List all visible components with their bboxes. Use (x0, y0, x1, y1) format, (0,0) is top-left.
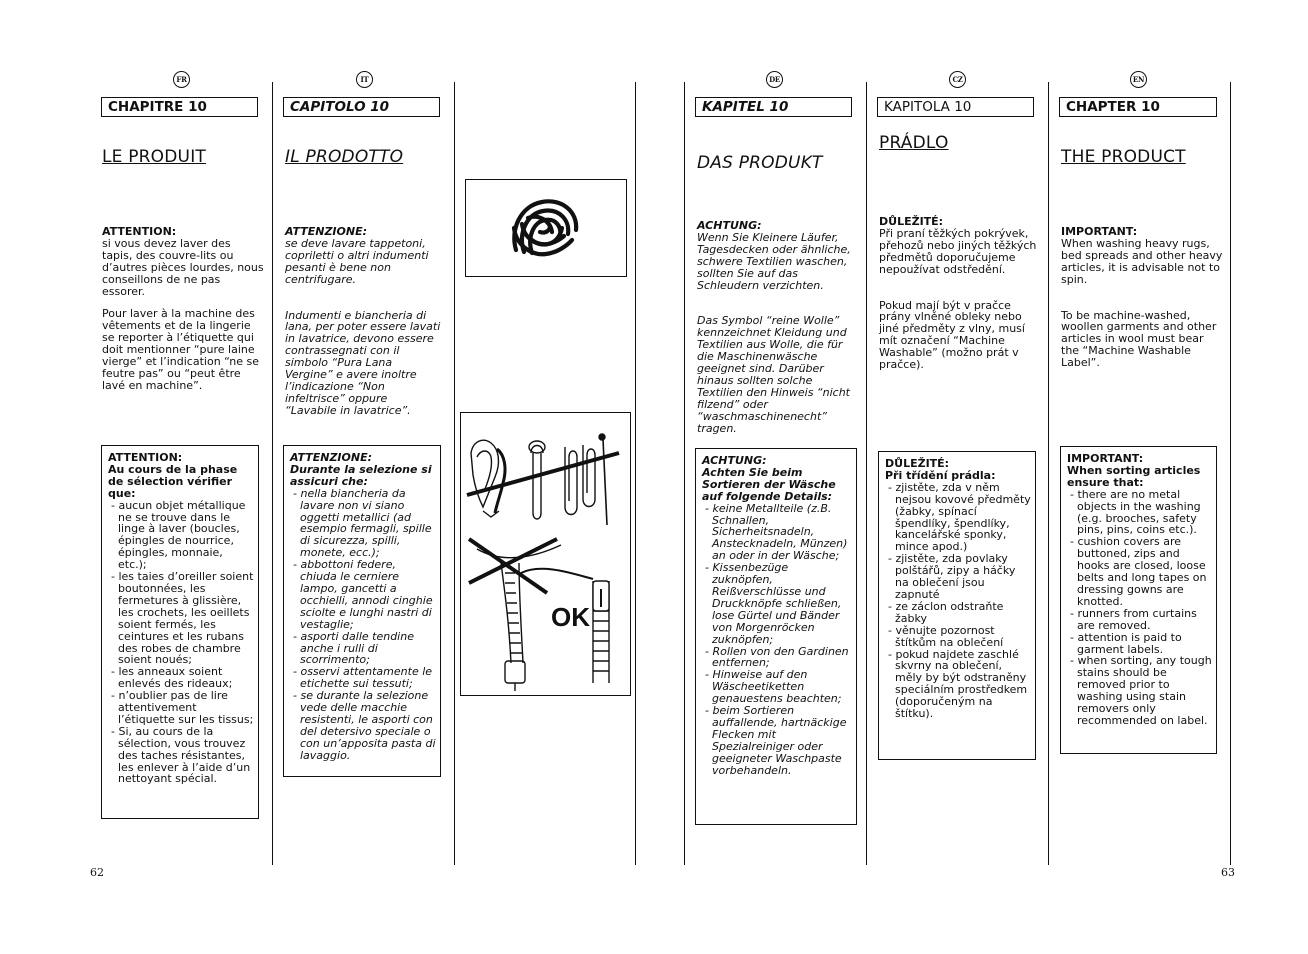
column-rule (635, 82, 636, 865)
attention-label-en: IMPORTANT: (1061, 225, 1138, 238)
notice-title-fr: ATTENTION: (108, 451, 183, 464)
language-badge-cz: CZ (949, 71, 966, 88)
list-item: - n’oublier pas de lire attentivement l’étiquette sur les tissus; (108, 690, 254, 726)
attention-label-fr: ATTENTION: (102, 225, 177, 238)
ok-label: OK (551, 602, 590, 632)
list-item: - les anneaux soient enlevés des rideaux; (108, 666, 254, 690)
column-rule (1048, 82, 1049, 865)
intro-text-cz (879, 216, 1041, 371)
chapter-heading-cz: KAPITOLA 10 (877, 97, 1034, 117)
notice-list-cz (885, 482, 1031, 720)
section-title-it: IL PRODOTTO (285, 147, 404, 167)
notice-subtitle-fr: Au cours de la phase de sélection vérifier que: (108, 462, 238, 500)
list-item: - nella biancheria da lavare non vi siano oggetti metallici (ad esempio fermagli, spille di sicurezza, spilli, monete, ecc.); (290, 488, 436, 559)
cross-out-mark (469, 539, 557, 583)
intro-text-de (697, 220, 859, 435)
notice-box-it (283, 445, 441, 777)
attention-text-fr: si vous devez laver des tapis, des couvre-lits ou d’autres pièces lourdes, nous conseillons de ne pas essorer. (102, 236, 264, 298)
section-title-fr: LE PRODUIT (102, 147, 206, 167)
wool-text-cz: Pokud mají být v pračce prány vlněné obleky nebo jiné předměty z vlny, musí mít označení “Machine Washable” (možno prát v pračce). (879, 298, 1025, 372)
list-item: - cushion covers are buttoned, zips and hooks are closed, loose belts and long tapes on dressing gowns are knotted. (1067, 536, 1212, 607)
list-item: - there are no metal objects in the washing (e.g. brooches, safety pins, pins, coins etc.). (1067, 489, 1212, 537)
wool-text-de: Das Symbol “reine Wolle” kennzeichnet Kleidung und Textilien aus Wolle, die für die Maschinenwäsche geeignet sind. Darüber hinaus sollten solche Textilien den Hinweis “nicht filzend” oder “waschmaschinenecht” tragen. (697, 314, 850, 435)
attention-label-it: ATTENZIONE: (285, 225, 367, 238)
section-title-en: THE PRODUCT (1061, 147, 1186, 167)
wool-mark-icon (466, 180, 626, 276)
list-item: - zjistěte, zda povlaky polštářů, zipy a háčky na oblečení jsou zapnuté (885, 553, 1031, 601)
notice-list-it (290, 488, 436, 762)
notice-list-fr (108, 500, 254, 786)
cross-out-mark (469, 539, 547, 593)
intro-text-it (285, 226, 441, 417)
list-item: - Hinweise auf den Wäscheetiketten genauestens beachten; (702, 669, 852, 705)
attention-label-cz: DŮLEŽITÉ: (879, 215, 944, 228)
column-rule (272, 82, 273, 865)
list-item: - Kissenbezüge zuknöpfen, Reißverschlüsse und Druckknöpfe schließen, lose Gürtel und Bänder von Morgenröcken zuknöpfen; (702, 562, 852, 645)
list-item: - runners from curtains are removed. (1067, 608, 1212, 632)
list-item: - attention is paid to garment labels. (1067, 632, 1212, 656)
list-item: - pokud najdete zaschlé skvrny na oblečení, měly by být odstraněny speciálním prostředkem (doporučeným na štítku). (885, 649, 1031, 720)
chapter-heading-de: KAPITEL 10 (695, 97, 852, 117)
notice-title-cz: DŮLEŽITÉ: (885, 457, 950, 470)
page-number-left: 62 (90, 866, 104, 879)
column-rule (454, 82, 455, 865)
column-rule (866, 82, 867, 865)
wool-text-fr: Pour laver à la machine des vêtements et de la lingerie se reporter à l’étiquette qui doit mentionner “pure laine vierge” et l’indication “ne se feutre pas” ou “peut être lavé en machine”. (102, 307, 259, 392)
notice-box-de (695, 448, 857, 825)
notice-subtitle-it: Durante la selezione si assicuri che: (290, 462, 432, 488)
sorting-illustration-box (460, 412, 631, 696)
list-item: - aucun objet métallique ne se trouve dans le linge à laver (boucles, épingles de nourrice, épingles, monnaie, etc.); (108, 500, 254, 571)
attention-text-de: Wenn Sie Kleinere Läufer, Tagesdecken oder ähnliche, schwere Textilien waschen, sollten Sie auf das Schleudern verzichten. (697, 230, 851, 292)
attention-text-cz: Při praní těžkých pokrývek, přehozů nebo jiných těžkých předmětů doporučujeme nepoužívat odstředění. (879, 226, 1037, 276)
notice-subtitle-cz: Při třídění prádla: (885, 468, 996, 482)
metal-objects-icon (471, 434, 607, 525)
wool-symbol-box (465, 179, 627, 277)
list-item: - when sorting, any tough stains should be removed prior to washing using stain removers only recommended on label. (1067, 655, 1212, 726)
notice-title-it: ATTENZIONE: (290, 451, 372, 464)
notice-list-en (1067, 489, 1212, 727)
page-number-right: 63 (1221, 866, 1235, 879)
notice-box-en (1060, 446, 1217, 754)
attention-label-de: ACHTUNG: (697, 219, 762, 232)
sorting-illustration (461, 413, 630, 695)
intro-text-fr (102, 226, 264, 392)
list-item: - abbottoni federe, chiuda le cerniere lampo, gancetti a occhielli, annodi cinghie sciolte e lunghi nastri di vestaglie; (290, 559, 436, 630)
notice-subtitle-en: When sorting articles ensure that: (1067, 463, 1201, 489)
list-item: - beim Sortieren auffallende, hartnäckige Flecken mit Spezialreiniger oder geeigneter Waschpaste vorbehandeln. (702, 705, 852, 776)
column-rule (1230, 82, 1231, 865)
notice-title-en: IMPORTANT: (1067, 452, 1144, 465)
chapter-heading-fr: CHAPITRE 10 (101, 97, 258, 117)
list-item: - Rollen von den Gardinen entfernen; (702, 646, 852, 670)
list-item: - ze záclon odstraňte žabky (885, 601, 1031, 625)
attention-text-it: se deve lavare tappetoni, copriletti o altri indumenti pesanti è bene non centrifugare. (285, 236, 429, 286)
notice-box-cz (878, 451, 1036, 760)
chapter-heading-it: CAPITOLO 10 (283, 97, 440, 117)
list-item: - se durante la selezione vede delle macchie resistenti, le asporti con del detersivo speciale o con un’apposita pasta di lavaggio. (290, 690, 436, 761)
list-item: - osservi attentamente le etichette sui tessuti; (290, 666, 436, 690)
notice-title-de: ACHTUNG: (702, 454, 767, 467)
intro-text-en (1061, 226, 1223, 369)
chapter-heading-en: CHAPTER 10 (1059, 97, 1217, 117)
list-item: - asporti dalle tendine anche i rulli di scorrimento; (290, 631, 436, 667)
attention-text-en: When washing heavy rugs, bed spreads and other heavy articles, it is advisable not to spin. (1061, 236, 1223, 286)
language-badge-en: EN (1130, 71, 1147, 88)
notice-subtitle-de: Achten Sie beim Sortieren der Wäsche auf folgende Details: (702, 465, 836, 503)
section-title-cz: PRÁDLO (879, 133, 949, 153)
list-item: - les taies d’oreiller soient boutonnées, les fermetures à glissière, les crochets, les oeillets soient fermés, les ceintures et les rubans des robes de chambre soient noués; (108, 571, 254, 666)
language-badge-fr: FR (173, 71, 190, 88)
wool-text-it: Indumenti e biancheria di lana, per poter essere lavati in lavatrice, devono essere contrassegnati con il simbolo “Pura Lana Vergine” e avere inoltre l’indicazione “Non infeltrisce” oppure “Lavabile in lavatrice”. (285, 308, 441, 417)
language-badge-de: DE (766, 71, 783, 88)
list-item: - Si, au cours de la sélection, vous trouvez des taches résistantes, les enlever à l’aide d’un nettoyant spécial. (108, 726, 254, 786)
section-title-de: DAS PRODUKT (697, 153, 823, 173)
language-badge-it: IT (356, 71, 373, 88)
notice-box-fr (101, 445, 259, 819)
column-rule (684, 82, 685, 865)
notice-list-de (702, 503, 852, 777)
list-item: - keine Metallteile (z.B. Schnallen, Sicherheitsnadeln, Anstecknadeln, Münzen) an oder in der Wäsche; (702, 503, 852, 563)
list-item: - věnujte pozornost štítkům na oblečení (885, 625, 1031, 649)
wool-text-en: To be machine-washed, woollen garments and other articles in wool must bear the “Machine Washable Label”. (1061, 308, 1217, 370)
list-item: - zjistěte, zda v něm nejsou kovové předměty (žabky, spínací špendlíky, špendlíky, kancelářské sponky, mince apod.) (885, 482, 1031, 553)
